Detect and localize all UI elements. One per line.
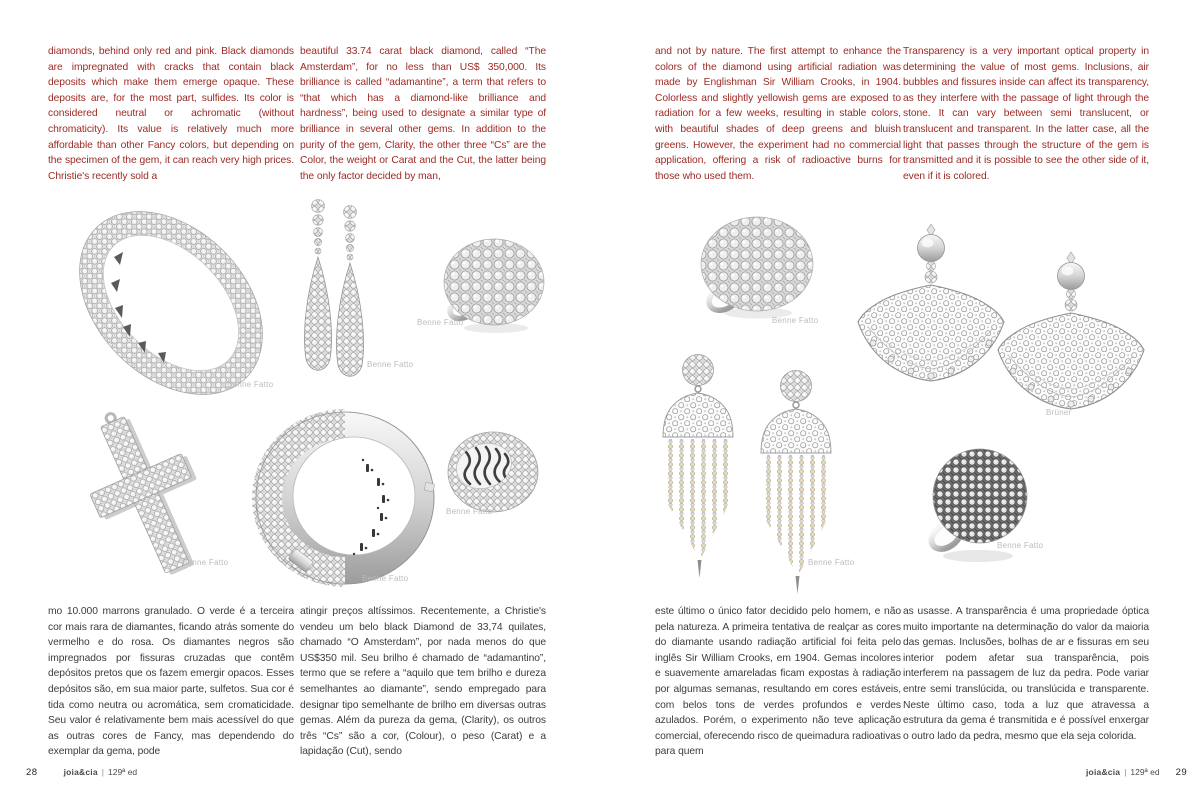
portuguese-column-1: mo 10.000 marrons granulado. O verde é a terceira cor mais rara de diamantes, ficando atrás somente do vermelho e do rosa. Os diamantes negros são impregnados por fissuras cruzadas que contêm depósitos pretos que os fazem emergir opacos. Esses depósitos são, em sua maior parte, sulfetos. Sua cor é tida como neutra ou acromática, sem cromaticidade. Seu valor é relativamente bem mais acessível do que as outras cores de Fancy, mas dependendo do exemplar da gema, pode: [48, 606, 294, 758]
photo-credit: Benne Fatto: [182, 558, 229, 567]
edition-label: 129ª ed: [108, 767, 138, 777]
english-column-3: and not by nature. The first attempt to enhance the colors of the diamond using artificial radiation was made by Englishman Sir William Crooks, in 1904. Colorless and slightly yellowish gems are exposed to radiation for a few weeks, resulting in stable colors, with beautiful shades of deep greens and bluish greens. However, the experiment had no commercial application, offering a risk of radioactive burns for those who used them.: [655, 46, 901, 182]
footer-divider: |: [1124, 767, 1127, 777]
portuguese-column-4: as usasse. A transparência é uma propriedade óptica muito importante na determinação do valor da maioria das gemas. Inclusões, bolhas de ar e fissuras em seu interior podem afetar sua transparência, pois interferem na passagem de luz da pedra. Pode variar entre semi translúcida, ou translúcida e transparente. Neste último caso, toda a luz que atravessa a estrutura da gema é transmitida e é possível enxergar o outro lado da pedra, mesmo que ela seja colorida.: [903, 606, 1149, 742]
oval-pave-bangle-illustration: [70, 205, 272, 401]
edition-label: 129ª ed: [1130, 767, 1160, 777]
magazine-name: joia&cia: [63, 767, 98, 777]
dome-ring-2-illustration: [696, 216, 816, 320]
photo-credit: Benne Fatto: [367, 360, 414, 369]
photo-diamond-cross-pendant: [72, 408, 217, 580]
photo-oval-pave-bangle: [70, 205, 272, 401]
cuff-bracelet-illustration: [250, 408, 440, 590]
page-number-right: 29: [1175, 767, 1188, 778]
photo-wide-pave-cuff: [250, 408, 440, 590]
portuguese-column-3: este último o único fator decidido pelo homem, e não pela natureza. A primeira tentativa de realçar as cores do diamante usando radiação artificial foi feita pelo inglês Sir William Crooks, em 1904. Gemas incolores e suavemente amareladas ficam expostas à radiação por algumas semanas, resultando em cores estáveis, com belos tons de verdes profundos e verdes azulados. Porém, o experimento não teve aplicação comercial, oferecendo risco de queimadura radioativas para quem: [655, 606, 901, 758]
photo-dome-pave-ring-2: [696, 216, 816, 320]
english-column-1: diamonds, behind only red and pink. Black diamonds are impregnated with cracks that contain black deposits which make them emerge opaque. These deposits are, for the most part, sulfides. Its color is considered neutral or achromatic (without chromaticity). Its value is relatively much more affordable than other Fancy colors, but depending on the specimen of the gem, it can reach very high prices. Christie's recently sold a: [48, 46, 294, 182]
photo-credit: Benne Fatto: [808, 558, 855, 567]
english-column-4: Transparency is a very important optical property in determining the value of most gems. Inclusions, air bubbles and fissures inside can affect its transparency, as they interfere with the passage of light through the stone. It can vary between semi translucent, or translucent and transparent. In the latter case, all the light that passes through the structure of the gem is transmitted and it is possible to see the other side of it, even if it is colored.: [903, 46, 1149, 182]
footer-right: [1086, 767, 1187, 778]
photo-credit: Benne Fatto: [227, 380, 274, 389]
photo-credit: Benne Fatto: [997, 541, 1044, 550]
photo-credit: Brüner: [1046, 408, 1072, 417]
english-column-2: beautiful 33.74 carat black diamond, called “The Amsterdam”, for no less than US$ 350,000. Its brilliance is called “adamantine”, a term that refers to “that which has a diamond-like brilliance and hardness”, being used to designate a similar type of brilliance in several other gems. In addition to the purity of the gem, Clarity, the other three “Cs” are the Color, the weight or Carat and the Cut, the latter being the only factor decided by man,: [300, 46, 546, 182]
photo-credit: Benne Fatto: [446, 507, 493, 516]
photo-credit: Benne Fatto: [772, 316, 819, 325]
magazine-name: joia&cia: [1086, 767, 1121, 777]
footer-divider: |: [101, 767, 104, 777]
photo-credit: Benne Fatto: [417, 318, 464, 327]
fan-earrings-illustration: [855, 220, 1147, 472]
photo-credit: Benne Fatto: [362, 574, 409, 583]
photo-fan-chandelier-earrings: [855, 220, 1147, 472]
footer-left: [26, 767, 137, 778]
cross-pendant-illustration: [72, 408, 217, 580]
page-number-left: 28: [26, 767, 38, 778]
portuguese-column-2: atingir preços altíssimos. Recentemente, a Christie's vendeu um belo black Diamond de 33,74 quilates, chamado “O Amsterdam”, por nada menos do que US$350 mil. Seu brilho é chamado de “adamantino”, termo que se refere a “aquilo que tem brilho e dureza semelhantes ao diamante”, sendo empregado para designar tipo semelhante de brilho em diversas outras gemas. Além da pureza da gema, (Clarity), os outros três “Cs” são a cor, (Colour), o peso (Carat) e a lapidação (Cut), sendo: [300, 606, 546, 758]
